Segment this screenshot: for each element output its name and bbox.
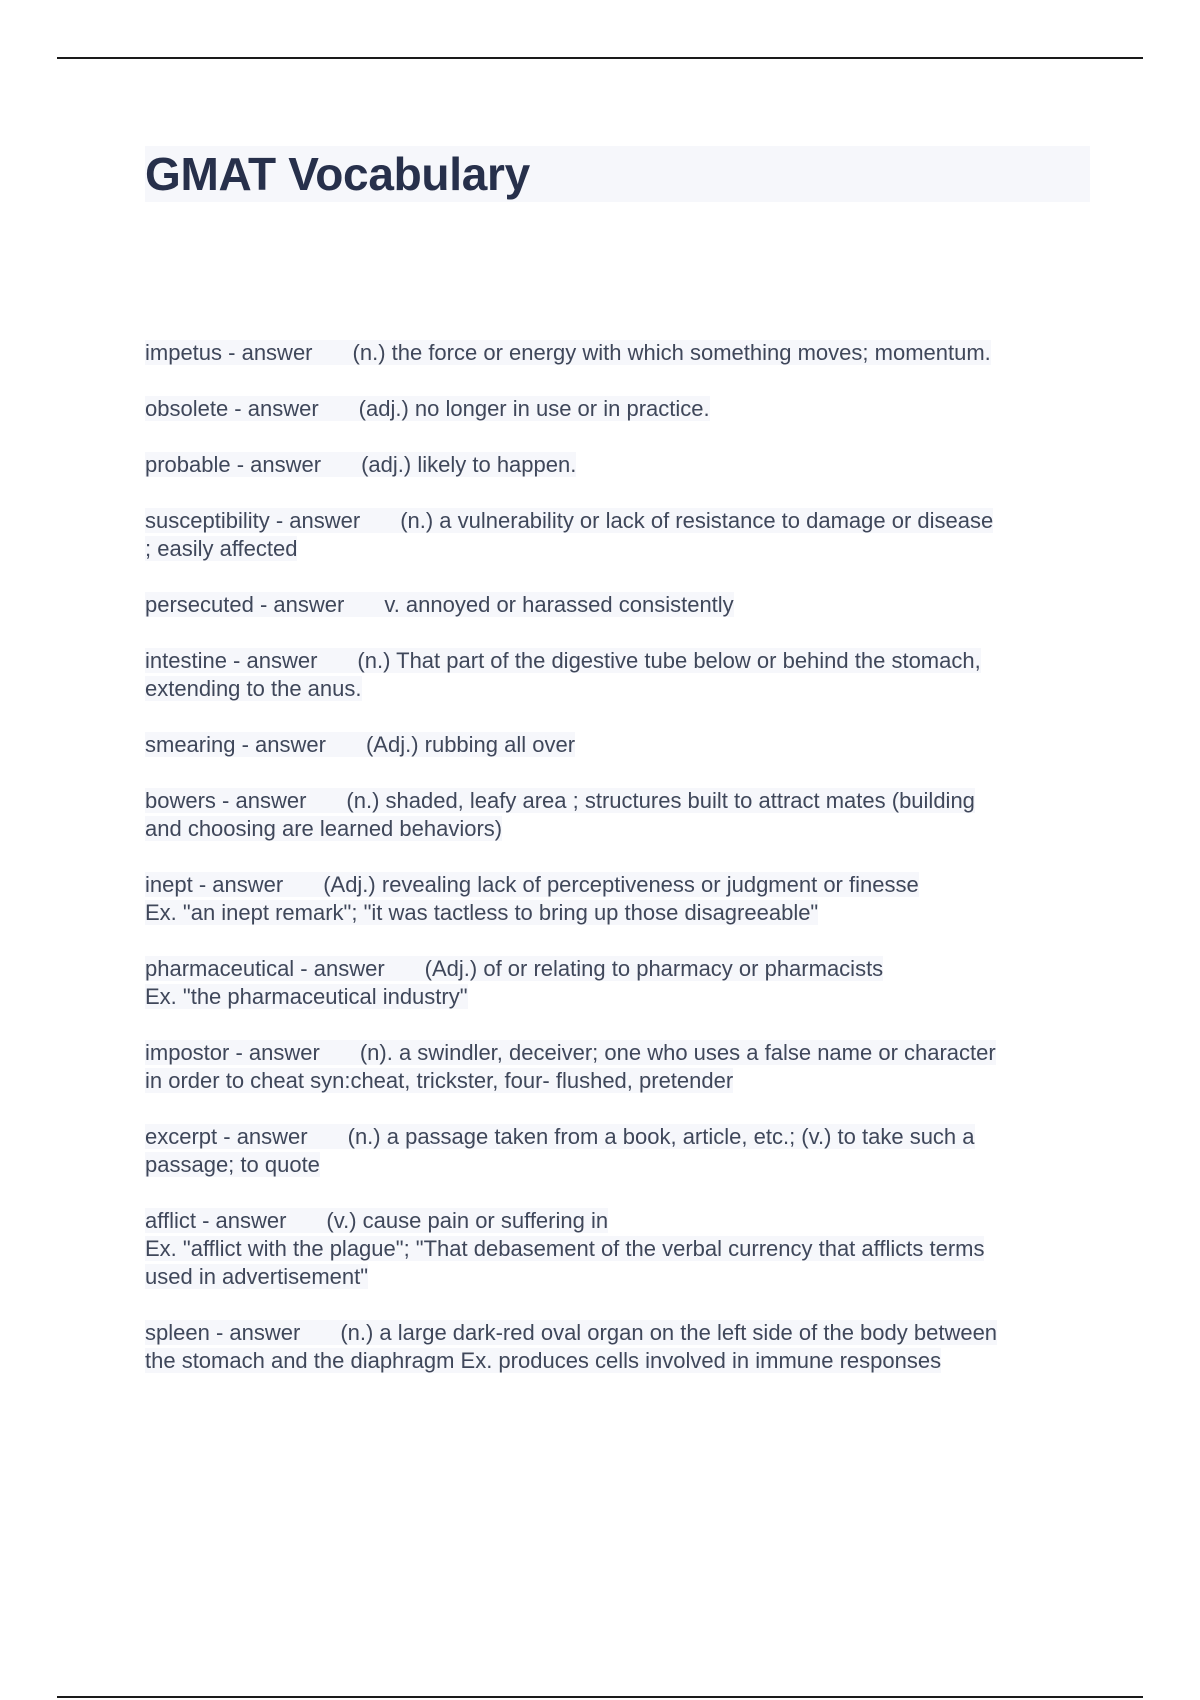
vocab-example: Ex. "the pharmaceutical industry" [145,984,468,1009]
vocab-entry [145,871,1090,927]
vocab-continuation: used in advertisement" [145,1264,369,1289]
vocab-term: impetus - answer [145,340,313,365]
vocab-term: obsolete - answer [145,396,319,421]
vocab-continuation: the stomach and the diaphragm Ex. produces cells involved in immune responses [145,1348,942,1373]
vocab-entry [145,1319,1090,1375]
vocab-entry [145,591,1090,619]
vocab-term: spleen - answer [145,1320,301,1345]
vocab-entry [145,1123,1090,1179]
vocab-definition: (adj.) no longer in use or in practice. [358,396,710,421]
vocab-term: pharmaceutical - answer [145,956,385,981]
vocab-entry [145,955,1090,1011]
vocab-entry [145,787,1090,843]
vocab-entry [145,451,1090,479]
vocab-entry [145,395,1090,423]
vocab-definition: (Adj.) of or relating to pharmacy or pharmacists [424,956,884,981]
vocab-definition: (adj.) likely to happen. [361,452,577,477]
document-title: GMAT Vocabulary [145,146,1090,202]
vocab-definition: (n.) the force or energy with which something moves; momentum. [352,340,991,365]
vocab-continuation: ; easily affected [145,536,298,561]
vocab-definition: (n). a swindler, deceiver; one who uses a false name or character [359,1040,996,1065]
vocab-entry [145,1207,1090,1291]
bottom-rule [57,1696,1143,1698]
vocab-term: afflict - answer [145,1208,287,1233]
vocab-continuation: extending to the anus. [145,676,362,701]
vocab-example: Ex. "afflict with the plague"; "That debasement of the verbal currency that afflicts terms [145,1236,985,1261]
vocab-definition: (n.) a large dark-red oval organ on the left side of the body between [340,1320,998,1345]
vocab-term: inept - answer [145,872,284,897]
vocab-definition: (n.) shaded, leafy area ; structures built to attract mates (building [346,788,975,813]
vocab-entry [145,339,1090,367]
vocab-term: bowers - answer [145,788,307,813]
vocab-term: probable - answer [145,452,322,477]
vocab-definition: (n.) a vulnerability or lack of resistance to damage or disease [400,508,994,533]
vocab-entry [145,731,1090,759]
vocab-definition: (Adj.) rubbing all over [365,732,576,757]
vocab-continuation: passage; to quote [145,1152,320,1177]
vocab-definition: (v.) cause pain or suffering in [326,1208,609,1233]
vocab-term: susceptibility - answer [145,508,361,533]
vocab-definition: (Adj.) revealing lack of perceptiveness or judgment or finesse [323,872,919,897]
vocab-continuation: and choosing are learned behaviors) [145,816,503,841]
document-body [145,146,1090,1403]
top-rule [57,57,1143,59]
vocab-definition: (n.) a passage taken from a book, article, etc.; (v.) to take such a [347,1124,975,1149]
vocab-term: excerpt - answer [145,1124,308,1149]
vocab-example: Ex. "an inept remark"; "it was tactless to bring up those disagreeable" [145,900,819,925]
vocabulary-list [145,339,1090,1375]
vocab-continuation: in order to cheat syn:cheat, trickster, four- flushed, pretender [145,1068,734,1093]
vocab-definition: v. annoyed or harassed consistently [384,592,734,617]
vocab-entry [145,647,1090,703]
vocab-entry [145,1039,1090,1095]
vocab-term: intestine - answer [145,648,318,673]
vocab-term: impostor - answer [145,1040,320,1065]
vocab-term: persecuted - answer [145,592,345,617]
vocab-term: smearing - answer [145,732,326,757]
vocab-definition: (n.) That part of the digestive tube below or behind the stomach, [357,648,981,673]
vocab-entry [145,507,1090,563]
